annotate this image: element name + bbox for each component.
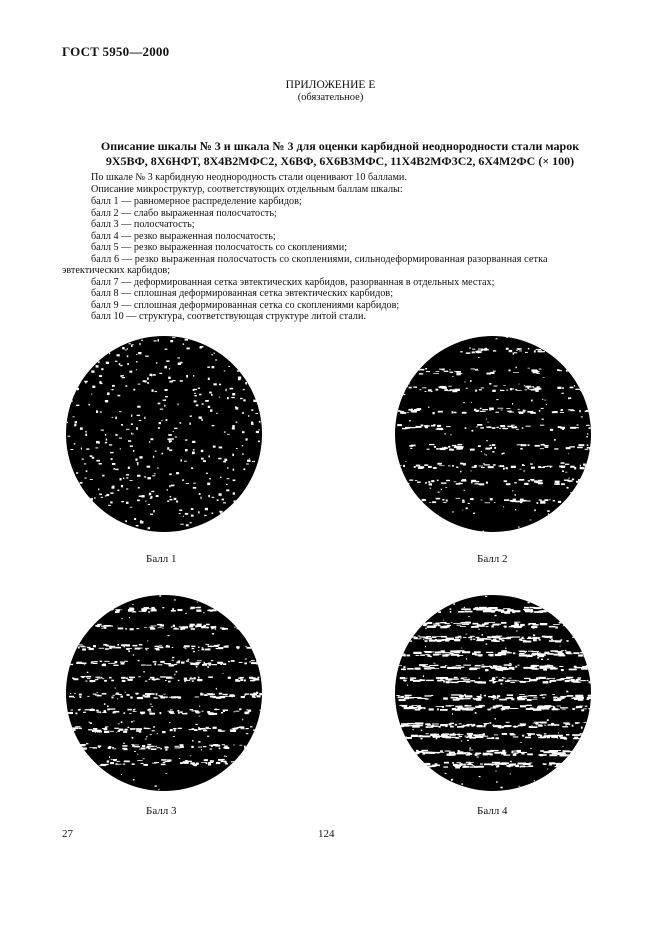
appendix-note: (обязательное): [297, 92, 364, 103]
grade-item: балл 7 — деформированная сетка эвтектических карбидов, разорванная в отдельных местах;: [91, 277, 495, 288]
scale-heading-line2: 9Х5ВФ, 8Х6НФТ, 8Х4В2МФС2, Х6ВФ, 6Х6В3МФС, 11Х4В2МФ3С2, 6Х4М2ФС (× 100): [105, 154, 575, 168]
appendix-title: ПРИЛОЖЕНИЕ Е: [285, 79, 376, 91]
intro-text: По шкале № 3 карбидную неоднородность стали оценивают 10 баллами.: [91, 172, 407, 183]
grade-item: балл 4 — резко выраженная полосчатость;: [91, 231, 276, 242]
scale-heading: [70, 139, 610, 169]
micrograph-grade-4: [395, 595, 591, 791]
intro-text-2: Описание микроструктур, соответствующих отдельным баллам шкалы:: [91, 184, 403, 195]
carbide-pattern: [66, 595, 262, 791]
grade-item: балл 3 — полосчатость;: [91, 219, 195, 230]
standard-number: ГОСТ 5950—2000: [62, 44, 170, 59]
grade-item: балл 8 — сплошная деформированная сетка эвтектических карбидов;: [91, 288, 394, 299]
carbide-pattern: [395, 595, 591, 791]
scale-heading-line1: Описание шкалы № 3 и шкала № 3 для оценки карбидной неоднородности стали марок: [100, 139, 580, 153]
grade-item: балл 6 — резко выраженная полосчатость со скоплениями, сильнодеформированная разорванная сетка: [91, 254, 548, 265]
micrograph-caption: Балл 2: [477, 553, 508, 565]
page-number: 124: [318, 828, 335, 840]
grade-item: балл 5 — резко выраженная полосчатость со скоплениями;: [91, 242, 348, 253]
left-page-number: 27: [62, 828, 73, 840]
carbide-pattern: [395, 336, 591, 532]
grade-item: балл 2 — слабо выраженная полосчатость;: [91, 208, 277, 219]
grade-item: балл 10 — структура, соответствующая структуре литой стали.: [91, 311, 366, 322]
micrograph-grade-1: [66, 336, 262, 532]
grade-item: балл 9 — сплошная деформированная сетка со скоплениями карбидов;: [91, 300, 400, 311]
carbide-pattern: [66, 336, 262, 532]
micrograph-caption: Балл 3: [146, 805, 177, 817]
grade-item-continuation: эвтектических карбидов;: [62, 265, 171, 276]
micrograph-caption: Балл 4: [477, 805, 508, 817]
grade-item: балл 1 — равномерное распределение карбидов;: [91, 196, 302, 207]
micrograph-caption: Балл 1: [146, 553, 177, 565]
micrograph-grade-2: [395, 336, 591, 532]
micrograph-grade-3: [66, 595, 262, 791]
